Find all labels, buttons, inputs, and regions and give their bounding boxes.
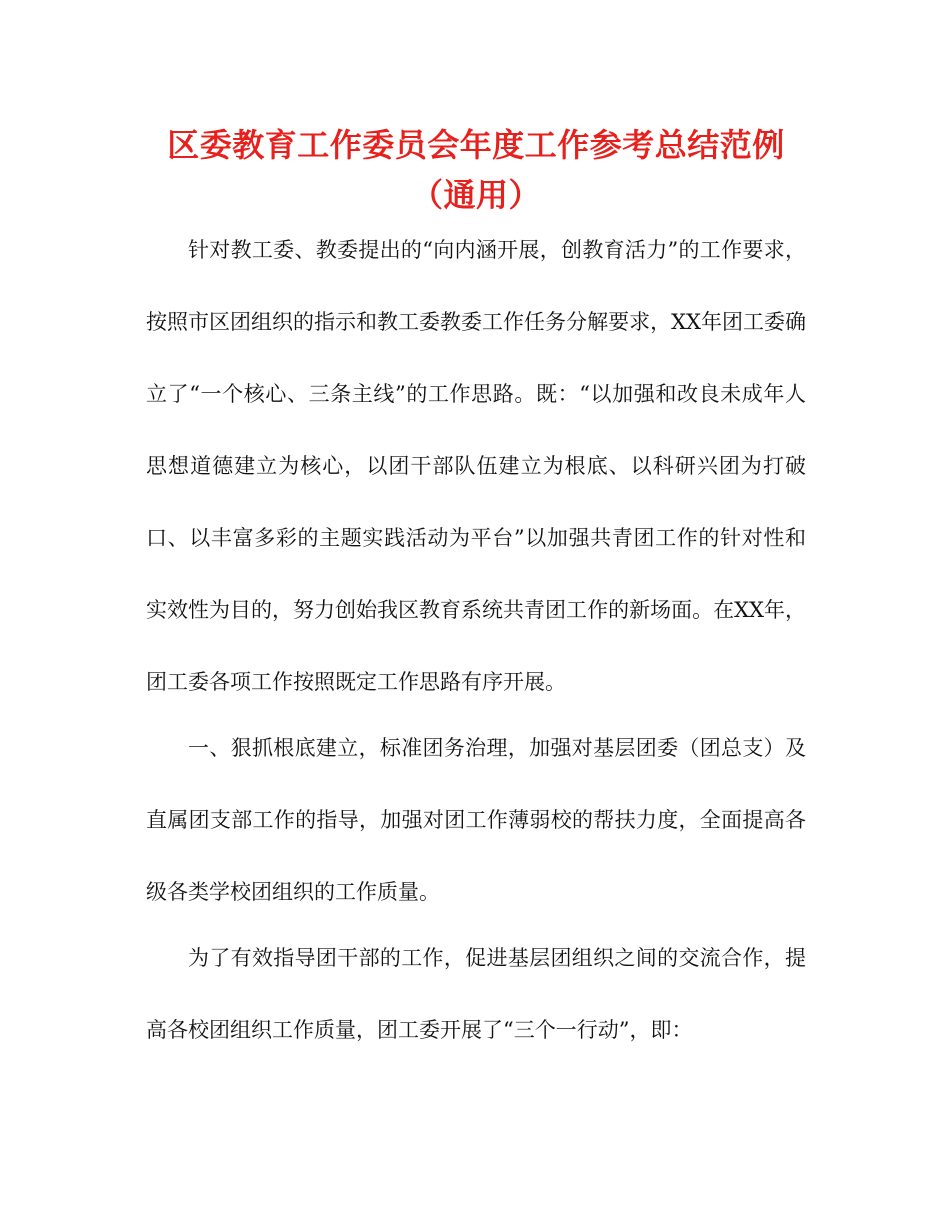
body-paragraph: 针对教工委、教委提出的“向内涵开展，创教育活力”的工作要求，按照市区团组织的指示和教工委教委工作任务分解要求，XX年团工委确立了“一个核心、三条主线”的工作思路。既：“以加强和改良未成年人思想道德建立为核心，以团干部队伍建立为根底、以科研兴团为打破口、以丰富多彩的主题实践活动为平台”以加强共青团工作的针对性和实效性为目的，努力创始我区教育系统共青团工作的新场面。在XX年，团工委各项工作按照既定工作思路有序开展。 <box>146 238 806 694</box>
body-paragraph: 为了有效指导团干部的工作，促进基层团组织之间的交流合作，提高各校团组织工作质量，团工委开展了“三个一行动”，即： <box>146 946 806 1042</box>
document-body <box>146 214 806 1066</box>
document-title: 区委教育工作委员会年度工作参考总结范例（通用） <box>167 126 785 214</box>
body-paragraph: 一、狠抓根底建立，标准团务治理，加强对基层团委（团总支）及直属团支部工作的指导，加强对团工作薄弱校的帮扶力度，全面提高各级各类学校团组织的工作质量。 <box>146 736 806 904</box>
